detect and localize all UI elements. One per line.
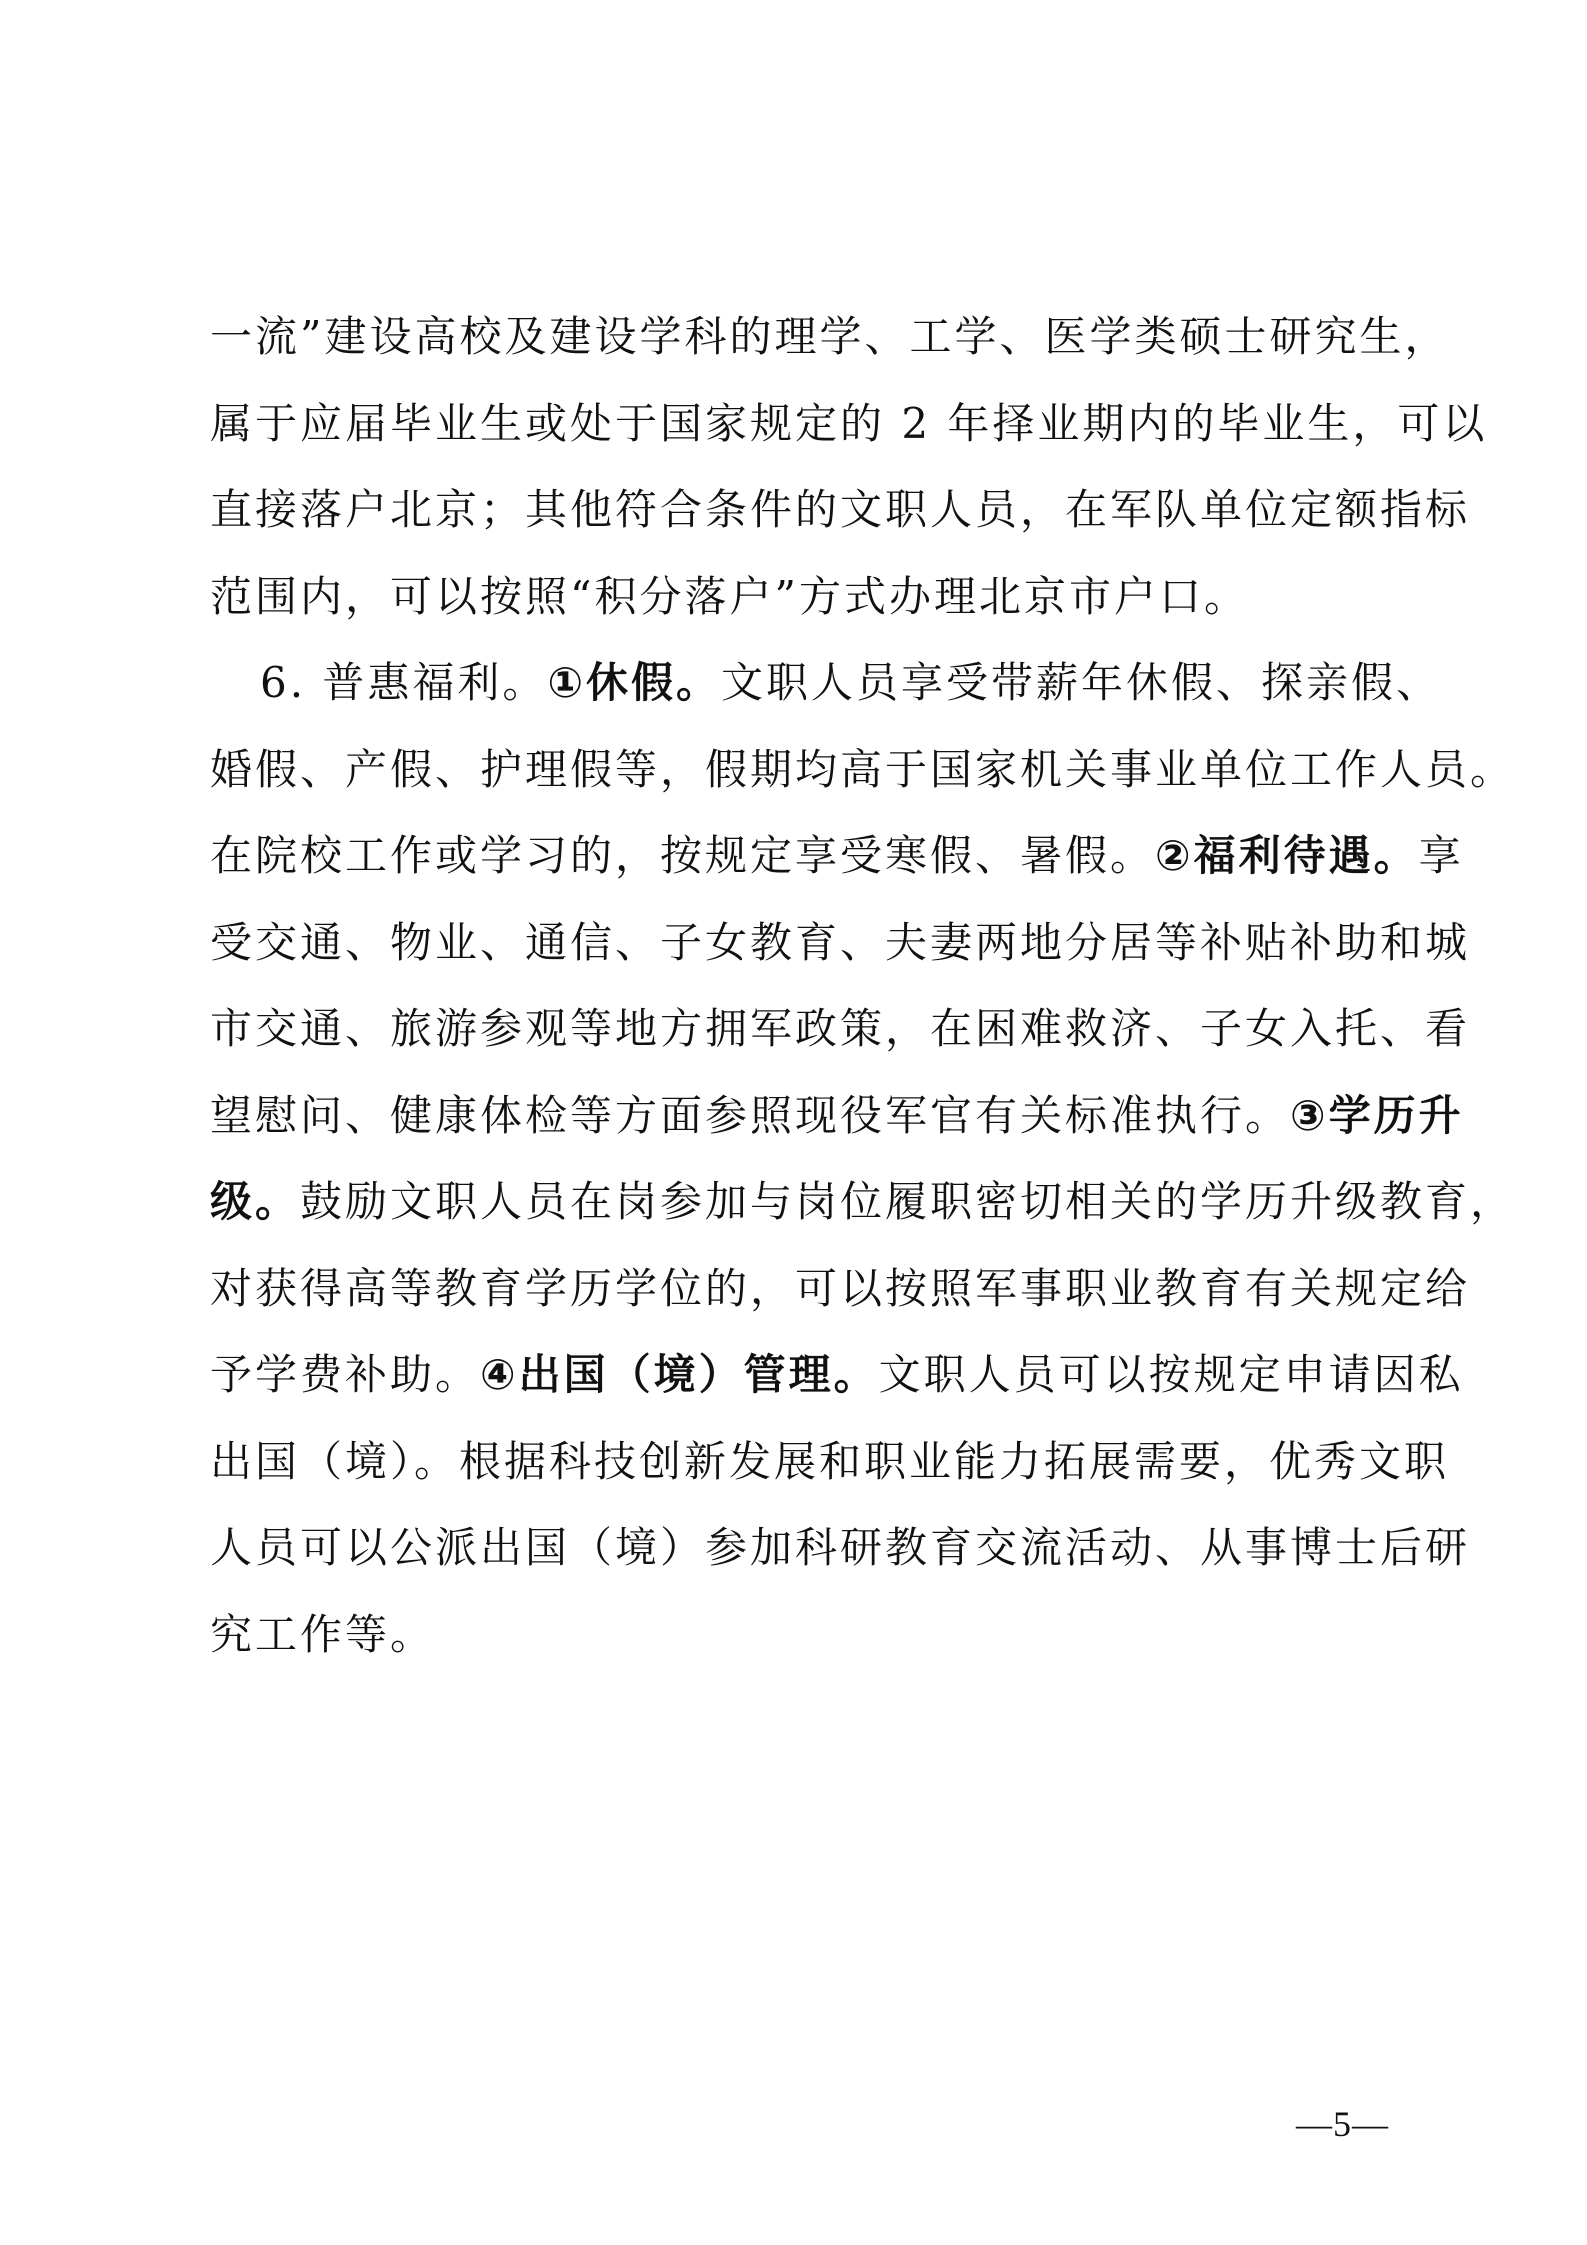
text-line: 人员可以公派出国（境）参加科研教育交流活动、从事博士后研: [210, 1523, 1471, 1572]
page-number: —5—: [1296, 2104, 1389, 2144]
section-heading: 6. 普惠福利。: [260, 658, 548, 707]
text-line: 直接落户北京；其他符合条件的文职人员，在军队单位定额指标: [210, 485, 1471, 534]
body-text: [210, 294, 1516, 1678]
bold-heading-education-cont: 级。: [210, 1177, 301, 1226]
bold-heading-vacation: ①休假。: [547, 658, 721, 707]
text-line: 对获得高等教育学历学位的，可以按照军事职业教育有关规定给: [210, 1263, 1471, 1313]
bold-heading-welfare: ②福利待遇。: [1155, 831, 1419, 880]
text-line: 一流”建设高校及建设学科的理学、工学、医学类硕士研究生，: [210, 312, 1450, 361]
text-line: 望慰问、健康体检等方面参照现役军官有关标准执行。③学历升: [210, 1090, 1464, 1140]
section-heading-line: 6. 普惠福利。①休假。文职人员享受带薪年休假、探亲假、: [260, 658, 1442, 707]
text-line: 级。鼓励文职人员在岗参加与岗位履职密切相关的学历升级教育，: [210, 1177, 1516, 1226]
text-line: 出国（境）。根据科技创新发展和职业能力拓展需要，优秀文职: [210, 1436, 1450, 1486]
text-line: 属于应届毕业生或处于国家规定的 2 年择业期内的毕业生，可以: [210, 398, 1488, 448]
text-line: 市交通、旅游参观等地方拥军政策，在困难救济、子女入托、看: [210, 1004, 1471, 1053]
text-line: 婚假、产假、护理假等，假期均高于国家机关事业单位工作人员。: [210, 744, 1516, 794]
text-line: 予学费补助。④出国（境）管理。文职人员可以按规定申请因私: [210, 1350, 1464, 1399]
text-line: 受交通、物业、通信、子女教育、夫妻两地分居等补贴补助和城: [210, 917, 1471, 967]
text-line: 范围内，可以按照“积分落户”方式办理北京市户口。: [210, 571, 1249, 621]
text-line: 在院校工作或学习的，按规定享受寒假、暑假。②福利待遇。享: [210, 831, 1464, 880]
text-line: 究工作等。: [210, 1609, 436, 1659]
bold-heading-education: ③学历升: [1290, 1090, 1464, 1140]
bold-heading-travel: ④出国（境）管理。: [480, 1350, 879, 1399]
